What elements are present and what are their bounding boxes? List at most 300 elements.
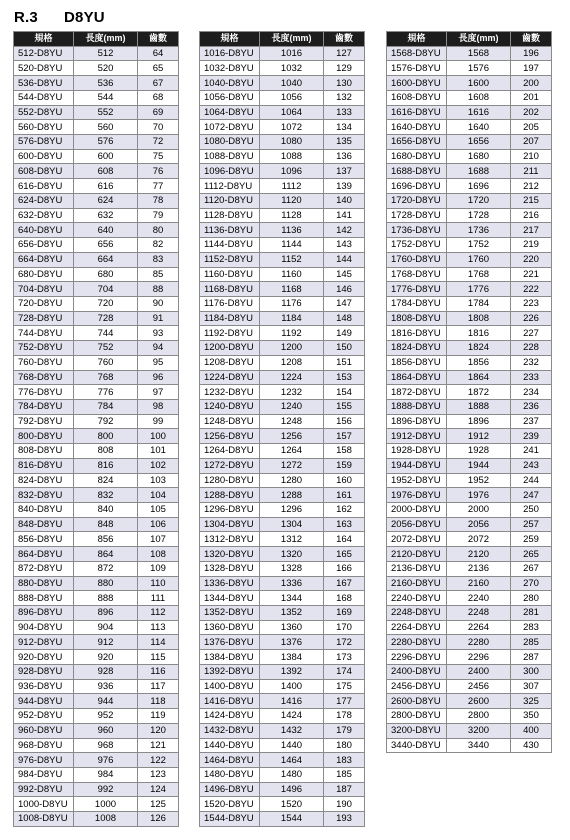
cell-teeth: 160 xyxy=(324,473,365,488)
cell-spec: 2280-D8YU xyxy=(387,635,447,650)
cell-length: 896 xyxy=(74,606,138,621)
cell-spec: 1728-D8YU xyxy=(387,208,447,223)
cell-spec: 1160-D8YU xyxy=(200,267,260,282)
cell-spec: 1136-D8YU xyxy=(200,223,260,238)
table-row xyxy=(387,135,552,150)
table-row xyxy=(200,341,365,356)
cell-length: 1128 xyxy=(260,208,324,223)
cell-spec: 1808-D8YU xyxy=(387,311,447,326)
cell-length: 1328 xyxy=(260,561,324,576)
cell-spec: 1352-D8YU xyxy=(200,606,260,621)
cell-length: 1200 xyxy=(260,341,324,356)
cell-spec: 808-D8YU xyxy=(14,444,74,459)
cell-spec: 840-D8YU xyxy=(14,503,74,518)
cell-teeth: 132 xyxy=(324,90,365,105)
cell-spec: 624-D8YU xyxy=(14,193,74,208)
cell-length: 2160 xyxy=(447,576,511,591)
table-row xyxy=(14,767,179,782)
cell-teeth: 135 xyxy=(324,135,365,150)
table-row xyxy=(200,296,365,311)
cell-spec: 1320-D8YU xyxy=(200,547,260,562)
cell-spec: 1768-D8YU xyxy=(387,267,447,282)
cell-spec: 1224-D8YU xyxy=(200,370,260,385)
table-row xyxy=(200,650,365,665)
cell-length: 1272 xyxy=(260,458,324,473)
table-row xyxy=(200,385,365,400)
cell-length: 960 xyxy=(74,723,138,738)
table-row xyxy=(14,458,179,473)
table-row xyxy=(14,149,179,164)
cell-teeth: 247 xyxy=(511,488,552,503)
cell-spec: 928-D8YU xyxy=(14,664,74,679)
table-row xyxy=(200,561,365,576)
cell-length: 3200 xyxy=(447,723,511,738)
cell-spec: 936-D8YU xyxy=(14,679,74,694)
table-row xyxy=(387,311,552,326)
table-row xyxy=(200,488,365,503)
cell-length: 1680 xyxy=(447,149,511,164)
cell-teeth: 76 xyxy=(138,164,179,179)
cell-spec: 1128-D8YU xyxy=(200,208,260,223)
table-row xyxy=(14,561,179,576)
cell-length: 1440 xyxy=(260,738,324,753)
cell-length: 2600 xyxy=(447,694,511,709)
cell-spec: 1616-D8YU xyxy=(387,105,447,120)
cell-teeth: 88 xyxy=(138,282,179,297)
cell-spec: 1544-D8YU xyxy=(200,812,260,827)
cell-length: 1896 xyxy=(447,414,511,429)
cell-length: 1464 xyxy=(260,753,324,768)
table-row xyxy=(14,723,179,738)
cell-spec: 872-D8YU xyxy=(14,561,74,576)
cell-length: 1152 xyxy=(260,252,324,267)
cell-length: 2120 xyxy=(447,547,511,562)
cell-teeth: 67 xyxy=(138,76,179,91)
header-spec: 規格 xyxy=(200,32,260,47)
cell-length: 840 xyxy=(74,503,138,518)
cell-length: 808 xyxy=(74,444,138,459)
cell-spec: 1240-D8YU xyxy=(200,399,260,414)
cell-spec: 1072-D8YU xyxy=(200,120,260,135)
cell-length: 1416 xyxy=(260,694,324,709)
cell-length: 1944 xyxy=(447,458,511,473)
cell-length: 1760 xyxy=(447,252,511,267)
cell-teeth: 93 xyxy=(138,326,179,341)
table-row xyxy=(200,252,365,267)
cell-length: 1016 xyxy=(260,46,324,61)
cell-length: 944 xyxy=(74,694,138,709)
cell-teeth: 226 xyxy=(511,311,552,326)
table-row xyxy=(14,76,179,91)
cell-length: 1120 xyxy=(260,193,324,208)
cell-length: 1976 xyxy=(447,488,511,503)
table-row xyxy=(200,76,365,91)
cell-length: 1864 xyxy=(447,370,511,385)
cell-length: 1344 xyxy=(260,591,324,606)
cell-teeth: 137 xyxy=(324,164,365,179)
cell-spec: 3200-D8YU xyxy=(387,723,447,738)
table-row xyxy=(387,606,552,621)
cell-length: 1232 xyxy=(260,385,324,400)
cell-length: 1872 xyxy=(447,385,511,400)
cell-length: 776 xyxy=(74,385,138,400)
cell-teeth: 85 xyxy=(138,267,179,282)
table-row xyxy=(387,120,552,135)
cell-teeth: 156 xyxy=(324,414,365,429)
cell-teeth: 147 xyxy=(324,296,365,311)
table-row xyxy=(200,61,365,76)
cell-teeth: 117 xyxy=(138,679,179,694)
cell-length: 832 xyxy=(74,488,138,503)
cell-spec: 1360-D8YU xyxy=(200,620,260,635)
table-row xyxy=(14,208,179,223)
cell-spec: 728-D8YU xyxy=(14,311,74,326)
table-row xyxy=(387,620,552,635)
cell-teeth: 122 xyxy=(138,753,179,768)
cell-teeth: 111 xyxy=(138,591,179,606)
cell-length: 1432 xyxy=(260,723,324,738)
cell-spec: 1888-D8YU xyxy=(387,399,447,414)
cell-teeth: 119 xyxy=(138,709,179,724)
cell-length: 792 xyxy=(74,414,138,429)
table-row xyxy=(387,694,552,709)
header-length: 長度(mm) xyxy=(447,32,511,47)
cell-teeth: 145 xyxy=(324,267,365,282)
cell-length: 1568 xyxy=(447,46,511,61)
cell-teeth: 139 xyxy=(324,179,365,194)
cell-spec: 2248-D8YU xyxy=(387,606,447,621)
cell-spec: 1432-D8YU xyxy=(200,723,260,738)
table-row xyxy=(14,238,179,253)
table-row xyxy=(14,606,179,621)
cell-teeth: 136 xyxy=(324,149,365,164)
table-row xyxy=(200,635,365,650)
cell-spec: 1752-D8YU xyxy=(387,238,447,253)
cell-length: 1192 xyxy=(260,326,324,341)
cell-teeth: 202 xyxy=(511,105,552,120)
table-row xyxy=(14,267,179,282)
cell-teeth: 141 xyxy=(324,208,365,223)
cell-teeth: 167 xyxy=(324,576,365,591)
cell-spec: 1376-D8YU xyxy=(200,635,260,650)
cell-teeth: 123 xyxy=(138,767,179,782)
cell-teeth: 287 xyxy=(511,650,552,665)
cell-teeth: 265 xyxy=(511,547,552,562)
cell-teeth: 179 xyxy=(324,723,365,738)
table-row xyxy=(200,120,365,135)
table-row xyxy=(14,532,179,547)
cell-teeth: 120 xyxy=(138,723,179,738)
cell-spec: 1056-D8YU xyxy=(200,90,260,105)
cell-spec: 2160-D8YU xyxy=(387,576,447,591)
cell-spec: 1144-D8YU xyxy=(200,238,260,253)
table-row xyxy=(200,164,365,179)
cell-spec: 1576-D8YU xyxy=(387,61,447,76)
cell-teeth: 109 xyxy=(138,561,179,576)
table-row xyxy=(200,414,365,429)
table-row xyxy=(387,591,552,606)
cell-spec: 960-D8YU xyxy=(14,723,74,738)
table-row xyxy=(387,355,552,370)
cell-teeth: 175 xyxy=(324,679,365,694)
spec-table-2 xyxy=(199,31,365,827)
cell-length: 664 xyxy=(74,252,138,267)
table-header-row xyxy=(14,32,179,47)
table-row xyxy=(387,576,552,591)
table-row xyxy=(387,399,552,414)
cell-length: 552 xyxy=(74,105,138,120)
table-row xyxy=(200,517,365,532)
cell-teeth: 101 xyxy=(138,444,179,459)
cell-length: 2280 xyxy=(447,635,511,650)
table-row xyxy=(200,105,365,120)
cell-spec: 1088-D8YU xyxy=(200,149,260,164)
table-row xyxy=(14,503,179,518)
cell-length: 1312 xyxy=(260,532,324,547)
cell-teeth: 239 xyxy=(511,429,552,444)
cell-spec: 1824-D8YU xyxy=(387,341,447,356)
cell-length: 1096 xyxy=(260,164,324,179)
cell-length: 2136 xyxy=(447,561,511,576)
cell-length: 1752 xyxy=(447,238,511,253)
cell-teeth: 70 xyxy=(138,120,179,135)
table-row xyxy=(387,414,552,429)
cell-length: 928 xyxy=(74,664,138,679)
header-teeth: 齒數 xyxy=(511,32,552,47)
cell-spec: 1944-D8YU xyxy=(387,458,447,473)
cell-teeth: 197 xyxy=(511,61,552,76)
table-row xyxy=(14,753,179,768)
cell-length: 1184 xyxy=(260,311,324,326)
cell-teeth: 200 xyxy=(511,76,552,91)
table-row xyxy=(14,635,179,650)
cell-spec: 2264-D8YU xyxy=(387,620,447,635)
cell-teeth: 96 xyxy=(138,370,179,385)
cell-length: 2240 xyxy=(447,591,511,606)
cell-length: 576 xyxy=(74,135,138,150)
cell-teeth: 227 xyxy=(511,326,552,341)
cell-spec: 1680-D8YU xyxy=(387,149,447,164)
cell-teeth: 95 xyxy=(138,355,179,370)
cell-length: 1064 xyxy=(260,105,324,120)
cell-length: 720 xyxy=(74,296,138,311)
spec-table-3 xyxy=(386,31,552,753)
cell-length: 1496 xyxy=(260,782,324,797)
cell-teeth: 112 xyxy=(138,606,179,621)
cell-teeth: 307 xyxy=(511,679,552,694)
cell-teeth: 173 xyxy=(324,650,365,665)
cell-teeth: 103 xyxy=(138,473,179,488)
cell-length: 952 xyxy=(74,709,138,724)
cell-length: 1480 xyxy=(260,767,324,782)
cell-length: 984 xyxy=(74,767,138,782)
cell-length: 864 xyxy=(74,547,138,562)
cell-spec: 656-D8YU xyxy=(14,238,74,253)
cell-spec: 816-D8YU xyxy=(14,458,74,473)
table-row xyxy=(200,444,365,459)
cell-spec: 640-D8YU xyxy=(14,223,74,238)
cell-spec: 1896-D8YU xyxy=(387,414,447,429)
table-row xyxy=(14,709,179,724)
table-row xyxy=(14,46,179,61)
table-row xyxy=(200,694,365,709)
table-row xyxy=(14,650,179,665)
cell-spec: 1696-D8YU xyxy=(387,179,447,194)
cell-length: 656 xyxy=(74,238,138,253)
table-row xyxy=(14,135,179,150)
cell-length: 1736 xyxy=(447,223,511,238)
cell-length: 1384 xyxy=(260,650,324,665)
cell-spec: 608-D8YU xyxy=(14,164,74,179)
cell-teeth: 107 xyxy=(138,532,179,547)
cell-spec: 1600-D8YU xyxy=(387,76,447,91)
cell-spec: 992-D8YU xyxy=(14,782,74,797)
table-row xyxy=(200,620,365,635)
cell-length: 1320 xyxy=(260,547,324,562)
cell-teeth: 108 xyxy=(138,547,179,562)
cell-spec: 1736-D8YU xyxy=(387,223,447,238)
cell-spec: 1912-D8YU xyxy=(387,429,447,444)
cell-spec: 800-D8YU xyxy=(14,429,74,444)
table-row xyxy=(387,76,552,91)
table-row xyxy=(14,620,179,635)
table-row xyxy=(14,311,179,326)
cell-spec: 536-D8YU xyxy=(14,76,74,91)
cell-length: 640 xyxy=(74,223,138,238)
table-row xyxy=(14,296,179,311)
cell-teeth: 180 xyxy=(324,738,365,753)
cell-teeth: 148 xyxy=(324,311,365,326)
table-row xyxy=(14,664,179,679)
cell-spec: 1440-D8YU xyxy=(200,738,260,753)
cell-spec: 864-D8YU xyxy=(14,547,74,562)
cell-spec: 1976-D8YU xyxy=(387,488,447,503)
cell-teeth: 166 xyxy=(324,561,365,576)
cell-spec: 888-D8YU xyxy=(14,591,74,606)
table-row xyxy=(387,223,552,238)
cell-teeth: 157 xyxy=(324,429,365,444)
table-row xyxy=(387,664,552,679)
table-row xyxy=(200,709,365,724)
cell-teeth: 221 xyxy=(511,267,552,282)
cell-teeth: 82 xyxy=(138,238,179,253)
cell-length: 616 xyxy=(74,179,138,194)
cell-spec: 1856-D8YU xyxy=(387,355,447,370)
cell-length: 2456 xyxy=(447,679,511,694)
table-row xyxy=(387,444,552,459)
cell-spec: 1784-D8YU xyxy=(387,296,447,311)
cell-teeth: 94 xyxy=(138,341,179,356)
table-row xyxy=(387,561,552,576)
table-row xyxy=(14,399,179,414)
cell-spec: 1640-D8YU xyxy=(387,120,447,135)
cell-length: 1072 xyxy=(260,120,324,135)
cell-teeth: 205 xyxy=(511,120,552,135)
cell-spec: 2136-D8YU xyxy=(387,561,447,576)
table-row xyxy=(387,46,552,61)
cell-length: 3440 xyxy=(447,738,511,753)
cell-teeth: 281 xyxy=(511,606,552,621)
cell-spec: 1040-D8YU xyxy=(200,76,260,91)
cell-length: 1304 xyxy=(260,517,324,532)
table-row xyxy=(14,223,179,238)
table-row xyxy=(387,149,552,164)
cell-teeth: 115 xyxy=(138,650,179,665)
cell-length: 1224 xyxy=(260,370,324,385)
cell-teeth: 325 xyxy=(511,694,552,709)
cell-spec: 984-D8YU xyxy=(14,767,74,782)
cell-spec: 552-D8YU xyxy=(14,105,74,120)
cell-spec: 1872-D8YU xyxy=(387,385,447,400)
table-row xyxy=(387,532,552,547)
cell-spec: 1760-D8YU xyxy=(387,252,447,267)
cell-length: 1336 xyxy=(260,576,324,591)
cell-length: 976 xyxy=(74,753,138,768)
table-row xyxy=(200,238,365,253)
table-row xyxy=(200,135,365,150)
table-row xyxy=(387,370,552,385)
cell-spec: 560-D8YU xyxy=(14,120,74,135)
cell-teeth: 158 xyxy=(324,444,365,459)
table-row xyxy=(387,267,552,282)
cell-spec: 1344-D8YU xyxy=(200,591,260,606)
cell-length: 1208 xyxy=(260,355,324,370)
cell-length: 544 xyxy=(74,90,138,105)
cell-length: 1392 xyxy=(260,664,324,679)
cell-spec: 1424-D8YU xyxy=(200,709,260,724)
cell-spec: 1232-D8YU xyxy=(200,385,260,400)
table-row xyxy=(387,429,552,444)
cell-length: 992 xyxy=(74,782,138,797)
cell-teeth: 154 xyxy=(324,385,365,400)
cell-teeth: 126 xyxy=(138,812,179,827)
cell-teeth: 207 xyxy=(511,135,552,150)
cell-teeth: 267 xyxy=(511,561,552,576)
cell-length: 1168 xyxy=(260,282,324,297)
cell-teeth: 64 xyxy=(138,46,179,61)
cell-length: 1000 xyxy=(74,797,138,812)
cell-length: 1088 xyxy=(260,149,324,164)
cell-length: 2264 xyxy=(447,620,511,635)
cell-teeth: 118 xyxy=(138,694,179,709)
cell-spec: 720-D8YU xyxy=(14,296,74,311)
cell-spec: 880-D8YU xyxy=(14,576,74,591)
cell-teeth: 159 xyxy=(324,458,365,473)
table-row xyxy=(387,547,552,562)
table-row xyxy=(200,90,365,105)
cell-spec: 944-D8YU xyxy=(14,694,74,709)
table-row xyxy=(200,458,365,473)
table-row xyxy=(200,399,365,414)
cell-spec: 1392-D8YU xyxy=(200,664,260,679)
cell-length: 1640 xyxy=(447,120,511,135)
table-row xyxy=(200,282,365,297)
cell-teeth: 165 xyxy=(324,547,365,562)
cell-teeth: 102 xyxy=(138,458,179,473)
table-row xyxy=(387,61,552,76)
table-row xyxy=(387,208,552,223)
cell-spec: 544-D8YU xyxy=(14,90,74,105)
cell-length: 536 xyxy=(74,76,138,91)
spec-table-1 xyxy=(13,31,179,827)
cell-teeth: 146 xyxy=(324,282,365,297)
cell-length: 512 xyxy=(74,46,138,61)
table-row xyxy=(14,679,179,694)
cell-length: 608 xyxy=(74,164,138,179)
cell-spec: 1520-D8YU xyxy=(200,797,260,812)
cell-length: 816 xyxy=(74,458,138,473)
cell-spec: 520-D8YU xyxy=(14,61,74,76)
